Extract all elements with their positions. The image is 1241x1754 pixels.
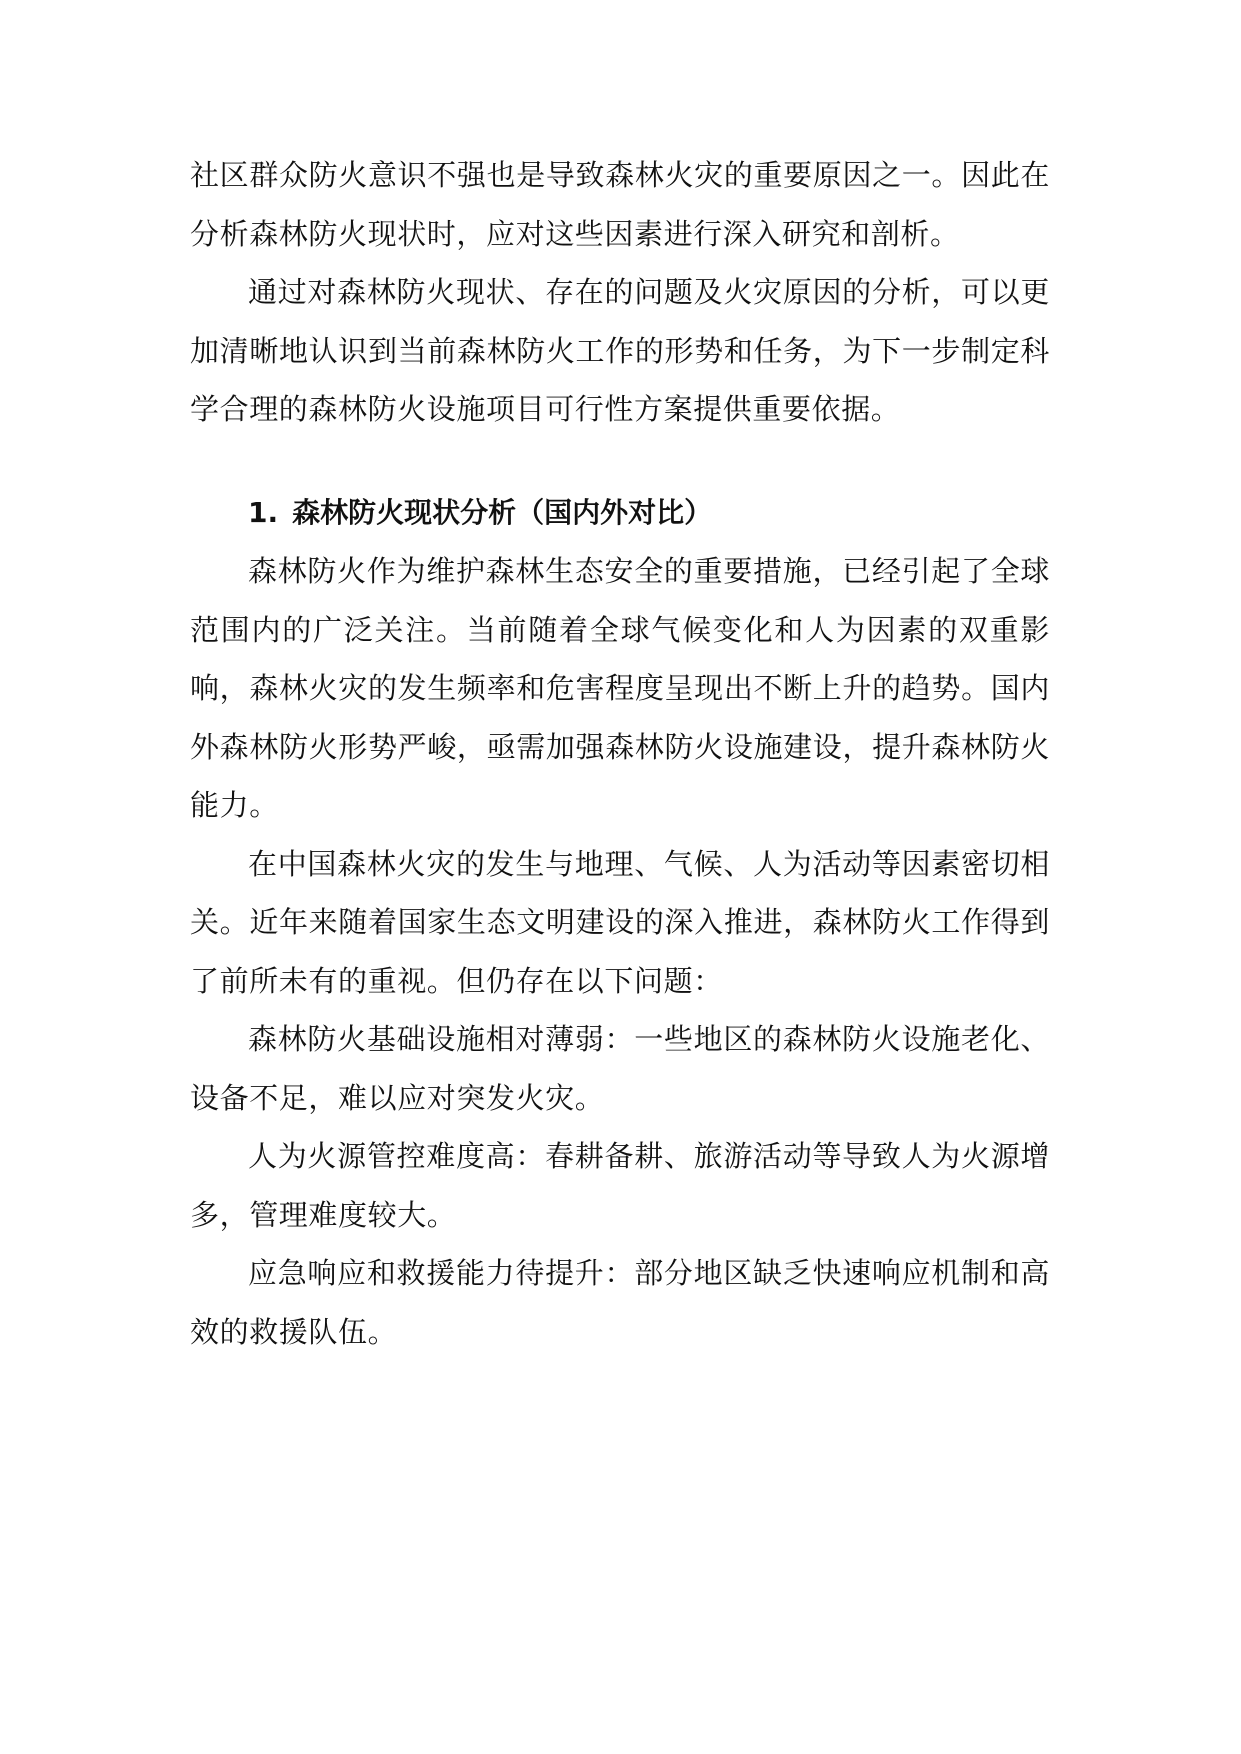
- section-title: 森林防火现状分析（国内外对比）: [292, 495, 713, 529]
- document-body: [190, 146, 1050, 1361]
- paragraph-2: 通过对森林防火现状、存在的问题及火灾原因的分析，可以更加清晰地认识到当前森林防火工作的形势和任务，为下一步制定科学合理的森林防火设施项目可行性方案提供重要依据。: [190, 275, 1050, 426]
- paragraph-5: 森林防火基础设施相对薄弱：一些地区的森林防火设施老化、设备不足，难以应对突发火灾。: [190, 1022, 1050, 1115]
- paragraph-1: 社区群众防火意识不强也是导致森林火灾的重要原因之一。因此在分析森林防火现状时，应对这些因素进行深入研究和剖析。: [190, 158, 1050, 251]
- paragraph-7: 应急响应和救援能力待提升：部分地区缺乏快速响应机制和高效的救援队伍。: [190, 1256, 1050, 1349]
- paragraph-6: 人为火源管控难度高：春耕备耕、旅游活动等导致人为火源增多，管理难度较大。: [190, 1139, 1050, 1232]
- paragraph-3: 森林防火作为维护森林生态安全的重要措施，已经引起了全球范围内的广泛关注。当前随着全球气候变化和人为因素的双重影响，森林火灾的发生频率和危害程度呈现出不断上升的趋势。国内外森林防火形势严峻，亟需加强森林防火设施建设，提升森林防火能力。: [190, 554, 1050, 822]
- section-heading: [190, 484, 1050, 543]
- section-number: 1.: [248, 495, 279, 529]
- paragraph-4: 在中国森林火灾的发生与地理、气候、人为活动等因素密切相关。近年来随着国家生态文明建设的深入推进，森林防火工作得到了前所未有的重视。但仍存在以下问题：: [190, 846, 1050, 998]
